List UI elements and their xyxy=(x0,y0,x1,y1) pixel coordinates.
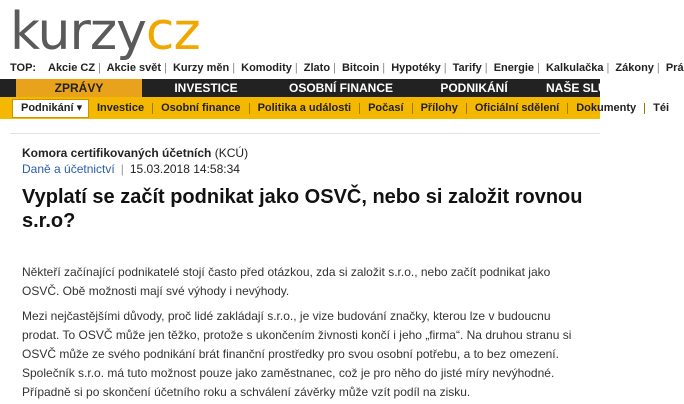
main-nav-tab-investice[interactable]: INVESTICE xyxy=(174,81,238,95)
top-link-tarify[interactable]: Tarify xyxy=(452,62,482,74)
article-datetime: 15.03.2018 14:58:34 xyxy=(129,162,240,176)
top-link-hypoteky[interactable]: Hypotéky xyxy=(391,62,441,74)
main-nav-tab-nase-sluzby[interactable]: NAŠE SLU xyxy=(546,81,607,95)
sub-nav-item-investice[interactable]: Investice xyxy=(97,102,145,114)
sub-nav-item-osobni-finance[interactable]: Osobní finance xyxy=(161,102,241,114)
sub-nav-item-temata[interactable]: Téi xyxy=(653,102,670,114)
top-link-zlato[interactable]: Zlato xyxy=(303,62,331,74)
sub-nav xyxy=(0,97,670,119)
top-link-komodity[interactable]: Komodity xyxy=(241,62,292,74)
logo-text-cz: cz xyxy=(145,2,200,62)
top-links-list: Akcie CZ | Akcie svět | Kurzy měn | Komodity | Zlato | Bitcoin | Hypotéky | Tarify | Energie | Kalkulačka | Zákony | Prá xyxy=(48,62,684,74)
main-nav-tab-podnikani[interactable]: PODNIKÁNÍ xyxy=(440,81,508,95)
article-meta: Daně a účetnictví | 15.03.2018 14:58:34 xyxy=(22,162,240,176)
source-abbr: (KCÚ) xyxy=(214,146,249,160)
sub-nav-item-oficialni-sdeleni[interactable]: Oficiální sdělení xyxy=(474,102,560,114)
main-nav-tab-osobni-finance[interactable]: OSOBNÍ FINANCE xyxy=(288,81,393,95)
top-link-bitcoin[interactable]: Bitcoin xyxy=(341,62,380,74)
top-link-akcie-cz[interactable]: Akcie CZ xyxy=(48,62,96,74)
logo-text-kurzy: kurzy xyxy=(10,2,146,62)
top-link-akcie-svet[interactable]: Akcie svět xyxy=(106,62,162,74)
top-links-label: TOP: xyxy=(10,62,37,74)
sub-nav-item-dokumenty[interactable]: Dokumenty xyxy=(576,102,637,114)
sub-nav-item-politika[interactable]: Politika a události xyxy=(257,102,352,114)
main-nav xyxy=(0,79,607,97)
top-link-energie[interactable]: Energie xyxy=(493,62,535,74)
sub-nav-item-pocasi[interactable]: Počasí xyxy=(368,102,404,114)
sub-nav-item-prilohy[interactable]: Přílohy xyxy=(420,102,458,114)
sub-nav-items xyxy=(97,97,669,119)
top-links-bar xyxy=(0,61,684,77)
top-link-kalkulacka[interactable]: Kalkulačka xyxy=(545,62,604,74)
category-link[interactable]: Daně a účetnictví xyxy=(22,162,115,176)
article-paragraph-2: Mezi nejčastějšími důvody, proč lidé zakládají s.r.o., je vize budování značky, kterou lze v budoucnu prodat. To OSVČ může jen těžko, protože s ukončením živnosti končí i jeho „firma“. Na druhou stranu si OSVČ může ze svého podnikání brát finanční prostředky pro svou osobní potřebu, a to bez omezení. Společník s.r.o. má tuto možnost pouze jako zaměstnanec, což je pro něho do jisté míry nevýhodné. Případně si po skončení účetního roku a schválení závěrky může vzít podíl na zisku. xyxy=(22,309,572,399)
top-link-zakony[interactable]: Zákony xyxy=(615,62,654,74)
section-dropdown[interactable]: Podnikání ▾ xyxy=(12,99,89,118)
site-logo[interactable] xyxy=(10,4,200,60)
source-name: Komora certifikovaných účetních xyxy=(22,146,212,160)
main-nav-tab-zpravy[interactable]: ZPRÁVY xyxy=(16,79,142,97)
article-title: Vyplatí se začít podnikat jako OSVČ, nebo si založit rovnou s.r.o? xyxy=(22,186,583,232)
top-link-pra[interactable]: Prá xyxy=(665,62,684,74)
article-source xyxy=(22,146,248,160)
divider xyxy=(10,133,600,134)
top-link-kurzy-men[interactable]: Kurzy měn xyxy=(172,62,230,74)
article-paragraph-1: Někteří začínající podnikatelé stojí často před otázkou, zda si založit s.r.o., nebo začít podnikat jako OSVČ. Obě možnosti mají své výhody i nevýhody. xyxy=(22,265,551,298)
